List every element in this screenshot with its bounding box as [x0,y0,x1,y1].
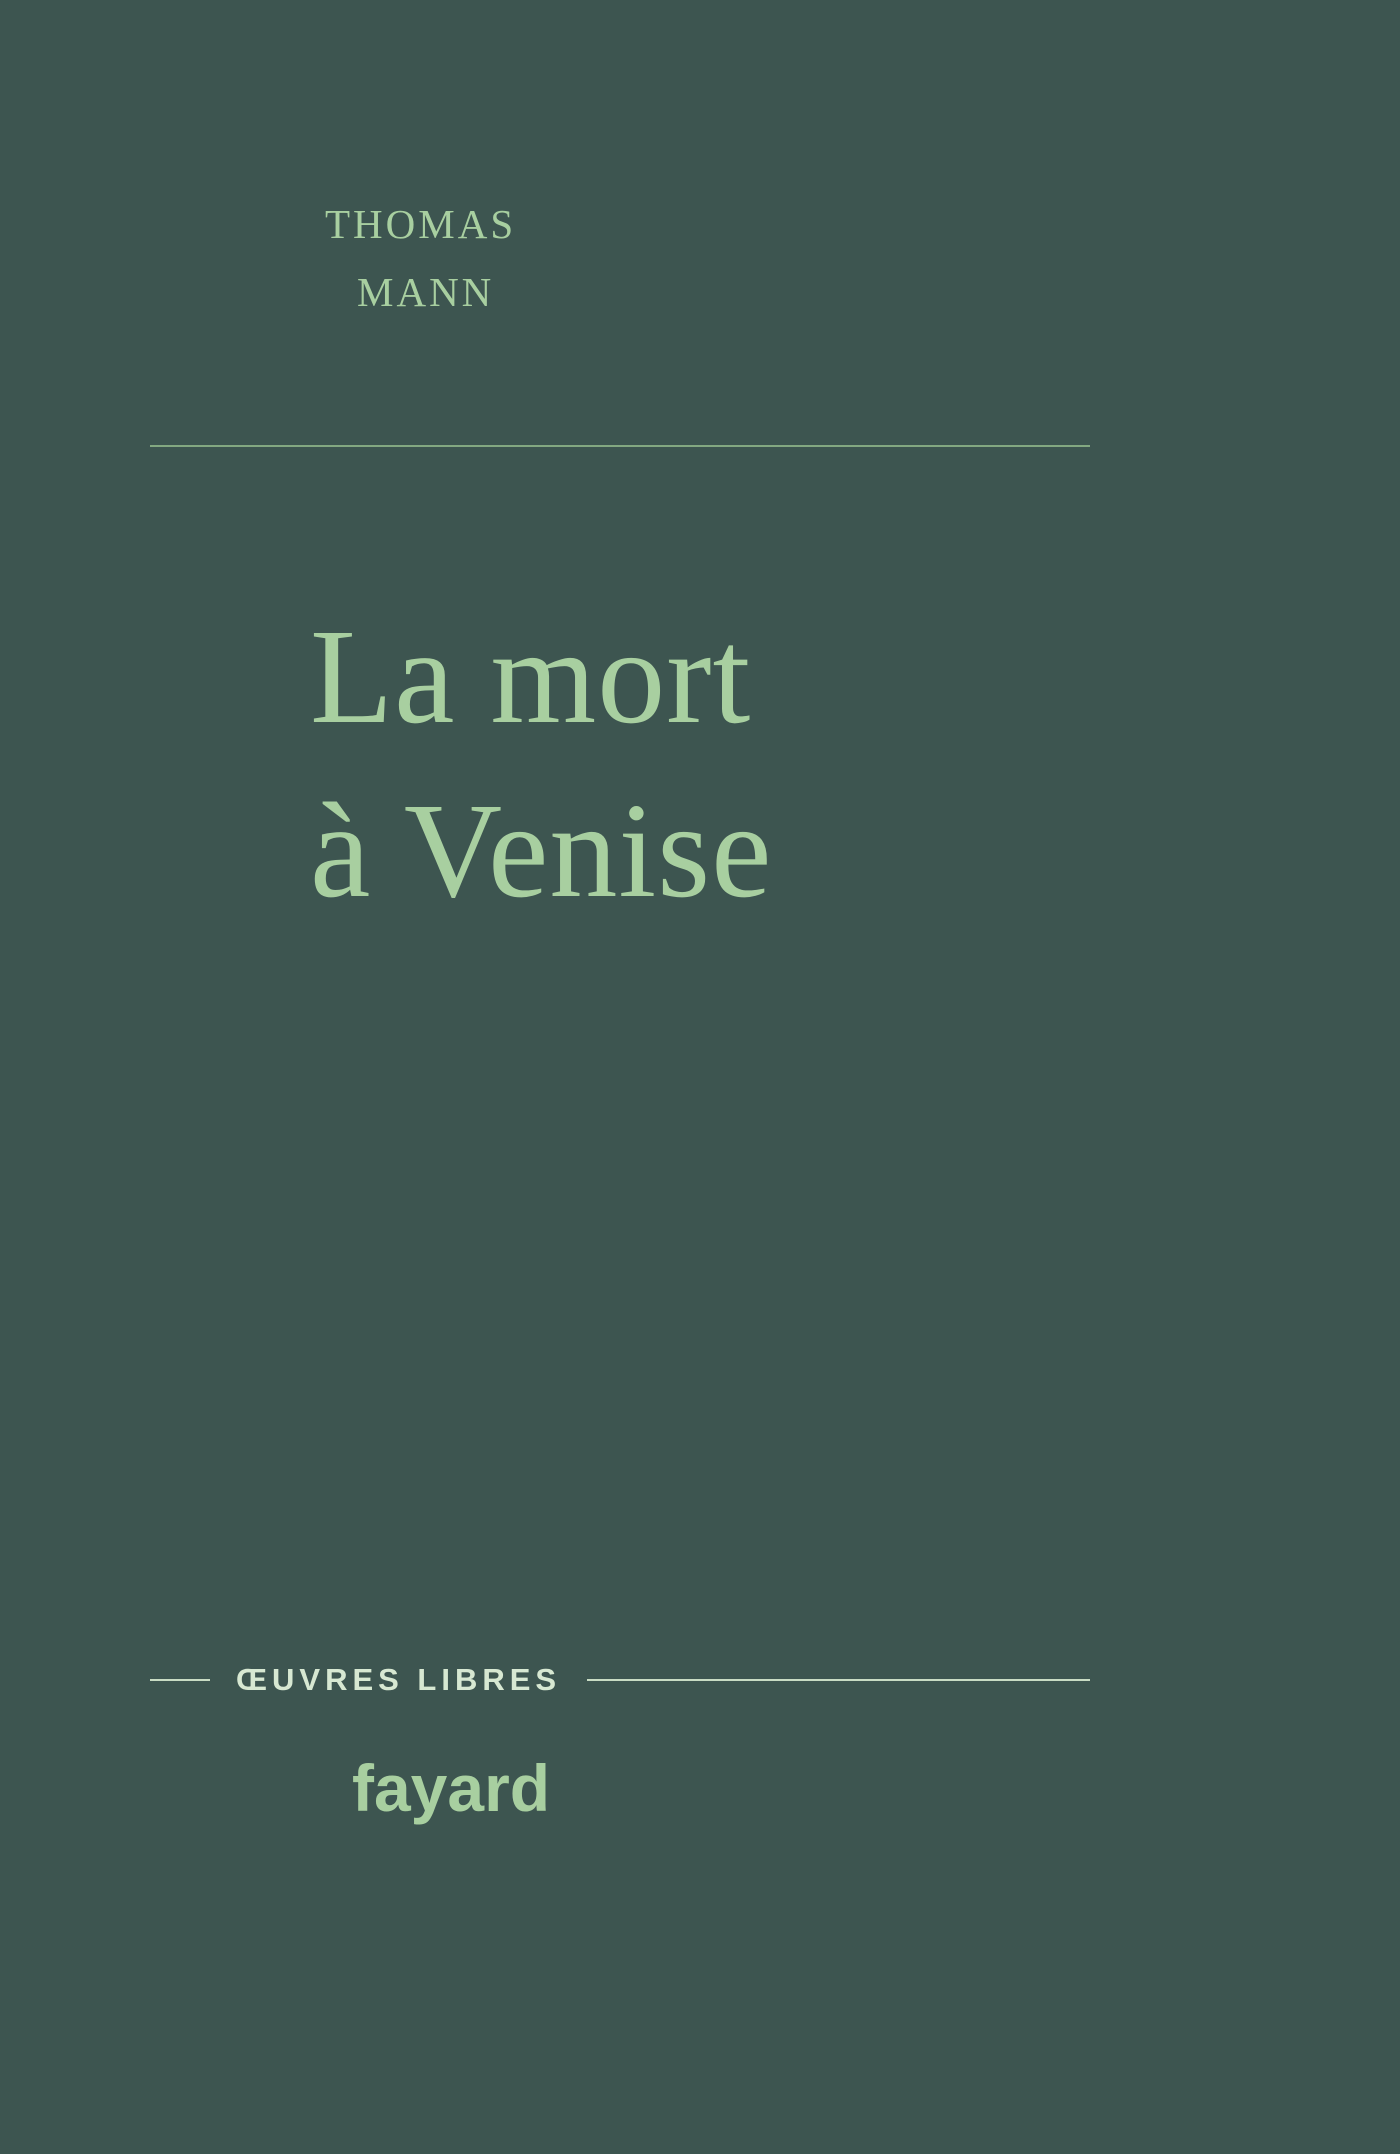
collection-label: ŒUVRES LIBRES [236,1662,562,1697]
title-line-1: La mort [310,602,752,752]
collection-rule-right [587,1679,1090,1681]
title-line-2: à Venise [310,776,773,927]
publisher-logo: fayard [352,1751,551,1825]
collection-band [150,1660,1090,1700]
collection-rule-left [150,1679,210,1681]
book-title [310,590,1170,938]
author-block [325,185,1085,322]
author-last-name: mann [357,254,495,320]
author-title-divider [150,445,1090,447]
author-first-name: thomas [325,186,517,251]
